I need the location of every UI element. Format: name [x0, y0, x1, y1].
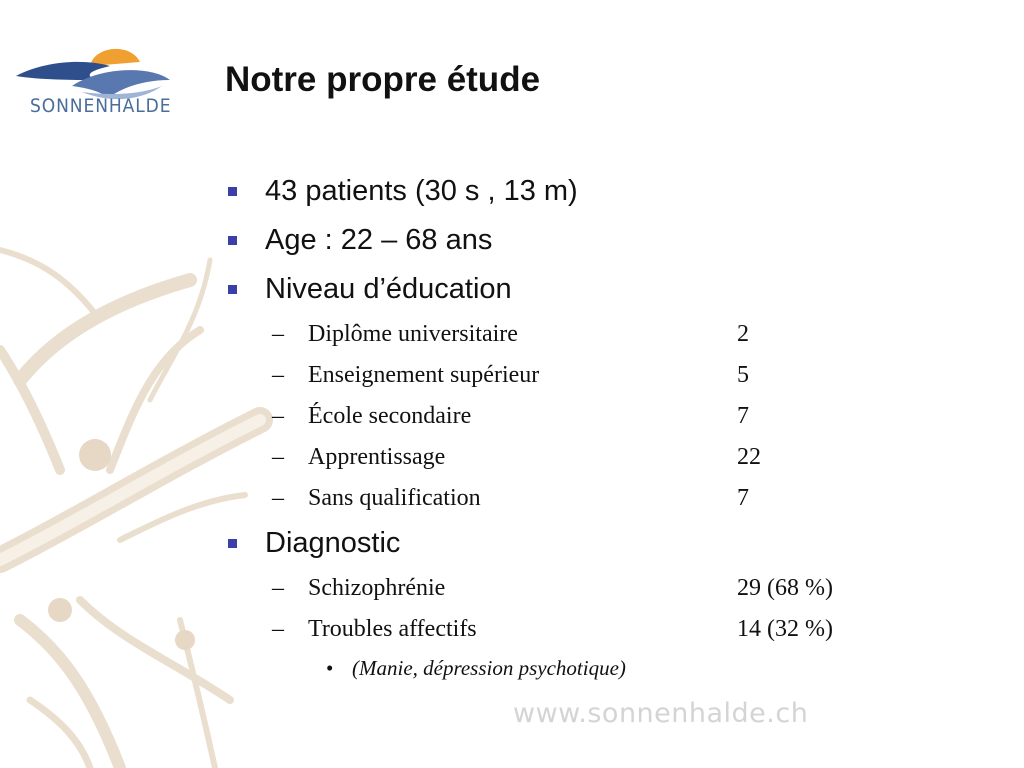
- bullet-point: [225, 167, 925, 216]
- square-bullet-icon: [228, 539, 237, 548]
- square-bullet-icon: [228, 285, 237, 294]
- sub-item-value: 2: [737, 321, 749, 347]
- sub-item-value: 5: [737, 362, 749, 388]
- sub-sub-item-text: (Manie, dépression psychotique): [352, 655, 626, 680]
- sub-item: [225, 568, 925, 609]
- slide-title: Notre propre étude: [225, 60, 541, 99]
- brand-name: SONNENHALDE: [30, 95, 172, 117]
- sub-item: [225, 609, 925, 650]
- dash-bullet-icon: –: [272, 321, 284, 347]
- sub-item-label: Diplôme universitaire: [308, 321, 518, 347]
- dash-bullet-icon: –: [272, 444, 284, 470]
- sub-item-label: Sans qualification: [308, 485, 481, 511]
- sub-item-value: 29 (68 %): [737, 575, 833, 601]
- sub-item: [225, 355, 925, 396]
- sub-item-label: Enseignement supérieur: [308, 362, 540, 388]
- dot-bullet-icon: •: [326, 655, 334, 680]
- sub-item: [225, 396, 925, 437]
- square-bullet-icon: [228, 236, 237, 245]
- sub-sub-item: [225, 650, 925, 686]
- dash-bullet-icon: –: [272, 485, 284, 511]
- bullet-text: Niveau d’éducation: [265, 273, 512, 305]
- dash-bullet-icon: –: [272, 362, 284, 388]
- sub-item-label: Troubles affectifs: [308, 616, 477, 642]
- sub-item-label: École secondaire: [308, 403, 472, 429]
- bullet-point: [225, 519, 925, 568]
- slide-content: [225, 167, 925, 686]
- bullet-point: [225, 216, 925, 265]
- sub-item-value: 7: [737, 403, 749, 429]
- bullet-point: [225, 265, 925, 314]
- website-url: www.sonnenhalde.ch: [513, 698, 809, 729]
- sub-item-label: Apprentissage: [308, 444, 446, 470]
- sub-item: [225, 478, 925, 519]
- sub-item-value: 14 (32 %): [737, 616, 833, 642]
- sub-item-value: 7: [737, 485, 749, 511]
- dash-bullet-icon: –: [272, 575, 284, 601]
- bullet-text: Diagnostic: [265, 527, 401, 559]
- sub-item-value: 22: [737, 444, 761, 470]
- dash-bullet-icon: –: [272, 616, 284, 642]
- bullet-text: 43 patients (30 s , 13 m): [265, 175, 578, 207]
- sub-item: [225, 314, 925, 355]
- dash-bullet-icon: –: [272, 403, 284, 429]
- square-bullet-icon: [228, 187, 237, 196]
- sub-item: [225, 437, 925, 478]
- sub-item-label: Schizophrénie: [308, 575, 446, 601]
- bullet-text: Age : 22 – 68 ans: [265, 224, 493, 256]
